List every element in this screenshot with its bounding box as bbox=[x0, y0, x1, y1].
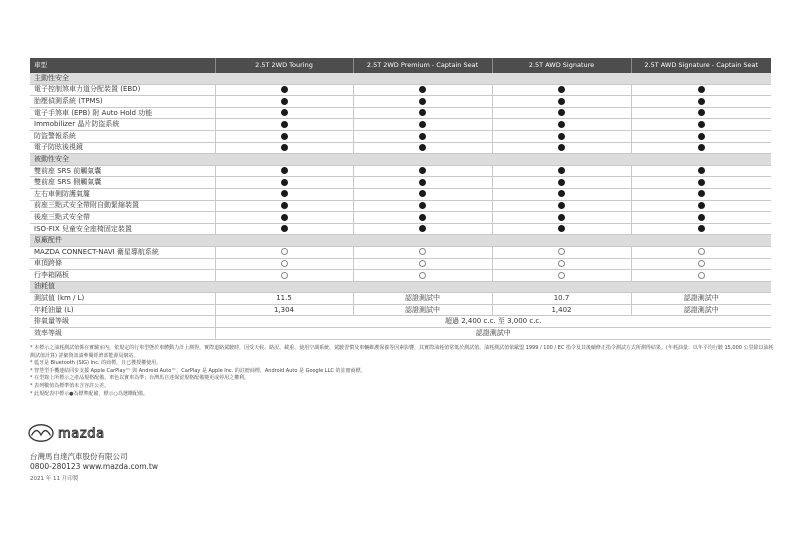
feature-cell bbox=[492, 84, 631, 96]
model-column-header: 2.5T 2WD Premium - Captain Seat bbox=[353, 58, 492, 73]
hollow-circle-icon bbox=[281, 272, 288, 279]
feature-cell bbox=[215, 223, 353, 235]
feature-cell bbox=[353, 84, 492, 96]
feature-cell bbox=[492, 119, 631, 131]
filled-circle-icon bbox=[558, 109, 565, 116]
feature-cell bbox=[492, 212, 631, 224]
filled-circle-icon bbox=[419, 121, 426, 128]
feature-cell bbox=[631, 165, 771, 177]
hollow-circle-icon bbox=[419, 248, 426, 255]
filled-circle-icon bbox=[419, 179, 426, 186]
filled-circle-icon bbox=[419, 133, 426, 140]
feature-label: 電子防眩後視鏡 bbox=[30, 142, 215, 154]
mazda-wing-logo-icon bbox=[29, 425, 53, 441]
filled-circle-icon bbox=[281, 144, 288, 151]
feature-label: 前座三點式安全帶附自動緊縮裝置 bbox=[30, 200, 215, 212]
feature-cell bbox=[353, 246, 492, 258]
filled-circle-icon bbox=[419, 167, 426, 174]
feature-cell bbox=[631, 212, 771, 224]
feature-row bbox=[30, 188, 771, 200]
annual-fuel-row bbox=[30, 304, 771, 316]
feature-cell bbox=[492, 96, 631, 108]
filled-circle-icon bbox=[698, 167, 705, 174]
hollow-circle-icon bbox=[419, 260, 426, 267]
feature-cell bbox=[215, 84, 353, 96]
feature-row bbox=[30, 96, 771, 108]
feature-cell bbox=[353, 96, 492, 108]
filled-circle-icon bbox=[419, 144, 426, 151]
feature-row bbox=[30, 119, 771, 131]
section-title: 油耗值 bbox=[30, 281, 771, 293]
filled-circle-icon bbox=[281, 86, 288, 93]
feature-cell bbox=[215, 177, 353, 189]
feature-cell bbox=[492, 223, 631, 235]
section-row bbox=[30, 73, 771, 84]
filled-circle-icon bbox=[558, 225, 565, 232]
filled-circle-icon bbox=[281, 202, 288, 209]
feature-row bbox=[30, 107, 771, 119]
feature-row bbox=[30, 270, 771, 282]
feature-label: 防盜警報系統 bbox=[30, 130, 215, 142]
displacement-value: 超過 2,400 c.c. 至 3,000 c.c. bbox=[215, 316, 771, 328]
feature-cell bbox=[215, 200, 353, 212]
annual-fuel-value: 1,402 bbox=[492, 304, 631, 316]
section-row bbox=[30, 281, 771, 293]
hollow-circle-icon bbox=[698, 260, 705, 267]
feature-cell bbox=[215, 142, 353, 154]
feature-cell bbox=[353, 200, 492, 212]
filled-circle-icon bbox=[281, 190, 288, 197]
filled-circle-icon bbox=[558, 214, 565, 221]
feature-cell bbox=[215, 258, 353, 270]
feature-cell bbox=[492, 200, 631, 212]
filled-circle-icon bbox=[281, 98, 288, 105]
feature-cell bbox=[353, 119, 492, 131]
feature-cell bbox=[492, 188, 631, 200]
feature-cell bbox=[631, 177, 771, 189]
filled-circle-icon bbox=[281, 109, 288, 116]
feature-row bbox=[30, 130, 771, 142]
model-column-header: 2.5T AWD Signature - Captain Seat bbox=[631, 58, 771, 73]
feature-cell bbox=[215, 96, 353, 108]
filled-circle-icon bbox=[698, 86, 705, 93]
filled-circle-icon bbox=[419, 98, 426, 105]
footnote: * 在型錄上所標示之產品規格配備、車色以實車為準；台灣馬自達保留規格配備變更或停用之權利。 bbox=[30, 375, 250, 382]
feature-row bbox=[30, 212, 771, 224]
model-column-header: 2.5T AWD Signature bbox=[492, 58, 631, 73]
feature-label: 雙前座 SRS 側觸氣囊 bbox=[30, 177, 215, 189]
filled-circle-icon bbox=[558, 144, 565, 151]
company-info bbox=[30, 452, 158, 471]
feature-cell bbox=[215, 119, 353, 131]
feature-cell bbox=[631, 223, 771, 235]
feature-cell bbox=[631, 84, 771, 96]
filled-circle-icon bbox=[558, 202, 565, 209]
feature-row bbox=[30, 246, 771, 258]
filled-circle-icon bbox=[558, 133, 565, 140]
efficiency-row bbox=[30, 328, 771, 340]
filled-circle-icon bbox=[698, 121, 705, 128]
filled-circle-icon bbox=[558, 86, 565, 93]
feature-label: Immobilizer 晶片防盜系統 bbox=[30, 119, 215, 131]
hollow-circle-icon bbox=[698, 248, 705, 255]
annual-fuel-value: 認證測試中 bbox=[353, 304, 492, 316]
filled-circle-icon bbox=[281, 225, 288, 232]
filled-circle-icon bbox=[698, 179, 705, 186]
filled-circle-icon bbox=[419, 214, 426, 221]
feature-label: 行李箱隔板 bbox=[30, 270, 215, 282]
feature-cell bbox=[353, 188, 492, 200]
mazda-wordmark: mazda bbox=[58, 426, 105, 442]
hollow-circle-icon bbox=[558, 260, 565, 267]
feature-row bbox=[30, 200, 771, 212]
feature-row bbox=[30, 258, 771, 270]
fuel-table-body bbox=[30, 281, 771, 339]
feature-cell bbox=[492, 258, 631, 270]
company-name: 台灣馬自達汽車股份有限公司 bbox=[30, 452, 128, 461]
row-label: 排氣量等級 bbox=[30, 316, 215, 328]
footnotes bbox=[30, 345, 775, 398]
row-label: 年耗油量 (L) bbox=[30, 304, 215, 316]
feature-cell bbox=[215, 107, 353, 119]
annual-fuel-value: 1,304 bbox=[215, 304, 353, 316]
footnote: * 智慧型手機連結同步支援 Apple CarPlay™ 與 Android Auto™，CarPlay 是 Apple Inc. 的註冊商標，Android Auto 是 Google LLC 的註冊商標。 bbox=[30, 367, 366, 374]
section-row bbox=[30, 235, 771, 247]
hollow-circle-icon bbox=[558, 272, 565, 279]
feature-cell bbox=[492, 142, 631, 154]
feature-cell bbox=[215, 188, 353, 200]
section-title: 主動性安全 bbox=[30, 73, 771, 84]
annual-fuel-value: 認證測試中 bbox=[631, 304, 771, 316]
feature-cell bbox=[492, 165, 631, 177]
filled-circle-icon bbox=[698, 225, 705, 232]
fuel-test-value: 認證測試中 bbox=[353, 293, 492, 305]
feature-cell bbox=[353, 270, 492, 282]
feature-cell bbox=[631, 188, 771, 200]
footnote: * 藍牙是 Bluetooth (SIG) Inc. 的商標，且已獲授權使用。 bbox=[30, 360, 162, 367]
hollow-circle-icon bbox=[281, 260, 288, 267]
fuel-test-value: 11.5 bbox=[215, 293, 353, 305]
filled-circle-icon bbox=[419, 202, 426, 209]
feature-cell bbox=[492, 130, 631, 142]
feature-row bbox=[30, 142, 771, 154]
feature-cell bbox=[631, 107, 771, 119]
section-row bbox=[30, 154, 771, 166]
model-column-header: 2.5T 2WD Touring bbox=[215, 58, 353, 73]
feature-cell bbox=[215, 246, 353, 258]
filled-circle-icon bbox=[419, 86, 426, 93]
feature-cell bbox=[215, 270, 353, 282]
feature-cell bbox=[215, 165, 353, 177]
feature-cell bbox=[631, 119, 771, 131]
feature-cell bbox=[631, 96, 771, 108]
filled-circle-icon bbox=[419, 190, 426, 197]
mazda-logo bbox=[28, 424, 138, 442]
feature-row bbox=[30, 165, 771, 177]
spec-table-body bbox=[30, 58, 771, 281]
filled-circle-icon bbox=[419, 225, 426, 232]
feature-cell bbox=[353, 212, 492, 224]
filled-circle-icon bbox=[281, 179, 288, 186]
filled-circle-icon bbox=[558, 190, 565, 197]
feature-cell bbox=[215, 130, 353, 142]
feature-label: 後座三點式安全帶 bbox=[30, 212, 215, 224]
hollow-circle-icon bbox=[558, 248, 565, 255]
filled-circle-icon bbox=[419, 109, 426, 116]
feature-label: 胎壓偵測系統 (TPMS) bbox=[30, 96, 215, 108]
filled-circle-icon bbox=[281, 121, 288, 128]
hollow-circle-icon bbox=[281, 248, 288, 255]
feature-label: ISO-FIX 兒童安全座椅固定裝置 bbox=[30, 223, 215, 235]
header-label: 車型 bbox=[30, 58, 215, 73]
feature-row bbox=[30, 84, 771, 96]
feature-cell bbox=[492, 270, 631, 282]
feature-row bbox=[30, 223, 771, 235]
filled-circle-icon bbox=[558, 179, 565, 186]
efficiency-value: 認證測試中 bbox=[215, 328, 771, 340]
feature-label: MAZDA CONNECT-NAVI 衛星導航系統 bbox=[30, 246, 215, 258]
feature-label: 雙前座 SRS 前觸氣囊 bbox=[30, 165, 215, 177]
feature-cell bbox=[631, 142, 771, 154]
filled-circle-icon bbox=[698, 144, 705, 151]
feature-cell bbox=[353, 130, 492, 142]
displacement-row bbox=[30, 316, 771, 328]
feature-label: 車頂跨條 bbox=[30, 258, 215, 270]
filled-circle-icon bbox=[698, 190, 705, 197]
filled-circle-icon bbox=[281, 133, 288, 140]
fuel-test-value: 10.7 bbox=[492, 293, 631, 305]
filled-circle-icon bbox=[698, 109, 705, 116]
filled-circle-icon bbox=[698, 202, 705, 209]
feature-cell bbox=[631, 130, 771, 142]
filled-circle-icon bbox=[558, 98, 565, 105]
feature-cell bbox=[353, 142, 492, 154]
feature-label: 電子控制煞車力道分配裝置 (EBD) bbox=[30, 84, 215, 96]
feature-label: 左右車側防護氣簾 bbox=[30, 188, 215, 200]
footnote: * 表列數值為標準值未含容許公差。 bbox=[30, 382, 110, 389]
footnote: * 本標示之油耗測試值係在實驗室內，依規定的行車型態於車體動力計上測得。實際道路駕駛時，因受天候、路況、載重、使用空調系統、駕駛習慣及車輛維護保養等因素影響，其實際油耗值常低於測試值。油耗測試值依歐盟 1999 / 100 / EC 指令及其後續修正指令測試方式所測得結果。(年耗油量：以年平均行駛 15,000 公里除以油耗測試值計算) 詳細資訊請參閱經濟部能源局網站。 bbox=[30, 345, 774, 359]
spec-table bbox=[30, 58, 771, 340]
filled-circle-icon bbox=[281, 214, 288, 221]
feature-cell bbox=[215, 212, 353, 224]
filled-circle-icon bbox=[698, 133, 705, 140]
feature-cell bbox=[353, 165, 492, 177]
feature-cell bbox=[631, 200, 771, 212]
print-date: 2021 年 11 月印製 bbox=[30, 476, 79, 482]
fuel-test-row bbox=[30, 293, 771, 305]
feature-cell bbox=[631, 246, 771, 258]
filled-circle-icon bbox=[281, 167, 288, 174]
hollow-circle-icon bbox=[419, 272, 426, 279]
footnote: * 此規配表中標示●為標準配備，標示○為選購配備。 bbox=[30, 390, 148, 397]
feature-label: 電子手煞車 (EPB) 附 Auto Hold 功能 bbox=[30, 107, 215, 119]
fuel-test-value: 認證測試中 bbox=[631, 293, 771, 305]
feature-cell bbox=[353, 107, 492, 119]
company-contact: 0800-280123 www.mazda.com.tw bbox=[30, 461, 158, 471]
hollow-circle-icon bbox=[698, 272, 705, 279]
feature-cell bbox=[631, 270, 771, 282]
feature-cell bbox=[631, 258, 771, 270]
feature-cell bbox=[492, 107, 631, 119]
feature-row bbox=[30, 177, 771, 189]
filled-circle-icon bbox=[698, 214, 705, 221]
feature-cell bbox=[353, 258, 492, 270]
row-label: 效率等級 bbox=[30, 328, 215, 340]
section-title: 被動性安全 bbox=[30, 154, 771, 166]
feature-cell bbox=[353, 223, 492, 235]
feature-cell bbox=[492, 177, 631, 189]
row-label: 測試值 (km / L) bbox=[30, 293, 215, 305]
feature-cell bbox=[492, 246, 631, 258]
filled-circle-icon bbox=[698, 98, 705, 105]
filled-circle-icon bbox=[558, 167, 565, 174]
feature-cell bbox=[353, 177, 492, 189]
filled-circle-icon bbox=[558, 121, 565, 128]
section-title: 原廠配件 bbox=[30, 235, 771, 247]
header-row bbox=[30, 58, 771, 73]
